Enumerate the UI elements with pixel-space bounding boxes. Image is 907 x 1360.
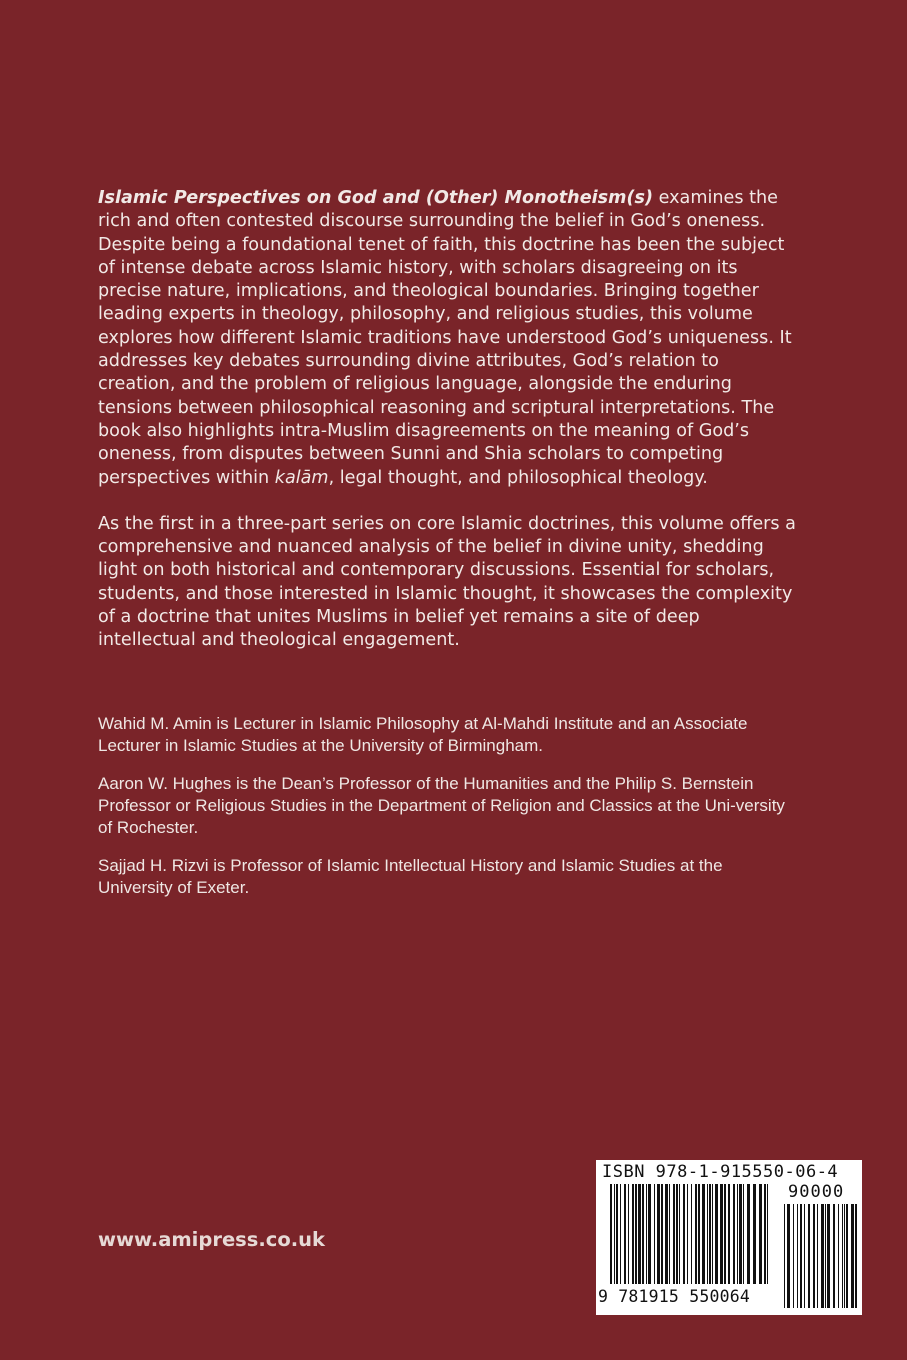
book-description (98, 187, 798, 676)
addon-stripe (793, 1204, 794, 1308)
addon-stripe (787, 1204, 790, 1308)
barcode-addon-number: 90000 (788, 1182, 845, 1202)
barcode-stripe (683, 1184, 685, 1284)
addon-stripe (800, 1204, 802, 1308)
addon-stripe (855, 1204, 857, 1308)
description-paragraph-2: As the first in a three-part series on core Islamic doctrines, this volume offers a comprehensive and nuanced analysis of the belief in divine unity, shedding light on both historical and contemporary discussions. Essential for scholars, students, and those interested in Islamic thought, it showcases the complexity of a doctrine that unites Muslims in belief yet remains a site of deep intellectual and theological engagement. (98, 513, 796, 651)
addon-stripe (804, 1204, 805, 1308)
bio-wahid-amin: Wahid M. Amin is Lecturer in Islamic Philosophy at Al-Mahdi Institute and an Associate Lecturer in Islamic Studies at the University of Birmingham. (98, 714, 748, 755)
addon-stripe (808, 1204, 810, 1308)
addon-stripe (784, 1204, 785, 1308)
barcode-stripe (753, 1184, 756, 1284)
addon-stripe (833, 1204, 835, 1308)
barcode-stripe (707, 1184, 708, 1284)
barcode-stripe (638, 1184, 641, 1284)
barcode-stripe (712, 1184, 713, 1284)
barcode-stripe (648, 1184, 651, 1284)
bio-sajjad-rizvi: Sajjad H. Rizvi is Professor of Islamic Intellectual History and Islamic Studies at the University of Exeter. (98, 856, 723, 897)
barcode-stripe (661, 1184, 663, 1284)
barcode-stripe (702, 1184, 705, 1284)
barcode-stripe (642, 1184, 644, 1284)
barcode-stripe (739, 1184, 742, 1284)
isbn-label: ISBN 978-1-915550-06-4 (602, 1162, 839, 1182)
barcode-stripe (733, 1184, 735, 1284)
barcode-stripe (665, 1184, 668, 1284)
barcode-stripe (698, 1184, 700, 1284)
addon-stripe (851, 1204, 854, 1308)
barcode-stripe (737, 1184, 738, 1284)
book-title: Islamic Perspectives on God and (Other) Monotheism(s) (98, 188, 654, 208)
barcode-stripe (767, 1184, 768, 1284)
barcode-stripe (657, 1184, 660, 1284)
addon-stripe (846, 1204, 848, 1308)
barcode-stripe (691, 1184, 692, 1284)
barcode-stripe (654, 1184, 655, 1284)
description-text-a: examines the rich and often contested discourse surrounding the belief in God’s oneness. Despite being a foundational tenet of faith, this doctrine has been the subject of intense debate across Islamic history, with scholars disagreeing on its precise nature, implications, and theological boundaries. Bringing together leading experts in theology, philosophy, and religious studies, this volume explores how different Islamic traditions have understood God’s uniqueness. It addresses key debates surrounding divine attributes, God’s relation to creation, and the problem of religious language, alongside the enduring tensions between philosophical reasoning and scriptural interpretations. The book also highlights intra-Muslim disagreements on the meaning of God’s oneness, from disputes between Sunni and Shia scholars to competing perspectives within (98, 188, 792, 488)
barcode-stripe (620, 1184, 621, 1284)
barcode-stripe (628, 1184, 629, 1284)
barcode-stripe (624, 1184, 626, 1284)
addon-stripe (813, 1204, 815, 1308)
editor-bios (98, 713, 798, 915)
barcode-stripe (614, 1184, 615, 1284)
addon-stripe (838, 1204, 839, 1308)
barcode-stripe (759, 1184, 762, 1284)
addon-stripe (844, 1204, 845, 1308)
barcode-stripe (632, 1184, 634, 1284)
description-paragraph-1 (98, 187, 798, 490)
addon-stripe (821, 1204, 824, 1308)
barcode-stripe (728, 1184, 730, 1284)
barcode-stripe (635, 1184, 637, 1284)
isbn-barcode (596, 1160, 862, 1315)
addon-stripe (797, 1204, 798, 1308)
addon-stripe (825, 1204, 826, 1308)
barcode-stripe (616, 1184, 618, 1284)
kalam-term: kalām (274, 467, 329, 488)
barcode-stripe (724, 1184, 726, 1284)
barcode-stripe (673, 1184, 675, 1284)
barcode-stripe (764, 1184, 766, 1284)
barcode-stripe (669, 1184, 670, 1284)
barcode-stripe (743, 1184, 744, 1284)
barcode-stripe (646, 1184, 647, 1284)
addon-stripe (817, 1204, 818, 1308)
description-text-b: , legal thought, and philosophical theology. (328, 467, 708, 488)
publisher-website: www.amipress.co.uk (98, 1228, 326, 1251)
barcode-stripe (676, 1184, 678, 1284)
barcode-stripe (610, 1184, 612, 1284)
barcode-stripe (720, 1184, 723, 1284)
barcode-stripe (695, 1184, 697, 1284)
barcode-stripe (715, 1184, 718, 1284)
barcode-stripe (687, 1184, 688, 1284)
addon-stripe (827, 1204, 830, 1308)
ean-digits: 9 781915 550064 (598, 1287, 751, 1306)
barcode-stripe (679, 1184, 680, 1284)
addon-stripe (842, 1204, 843, 1308)
barcode-stripe (747, 1184, 750, 1284)
bio-aaron-hughes: Aaron W. Hughes is the Dean’s Professor of the Humanities and the Philip S. Bernstein Professor or Religious Studies in the Department of Religion and Classics at the Uni-versity of Rochester. (98, 774, 785, 837)
barcode-stripe (709, 1184, 711, 1284)
